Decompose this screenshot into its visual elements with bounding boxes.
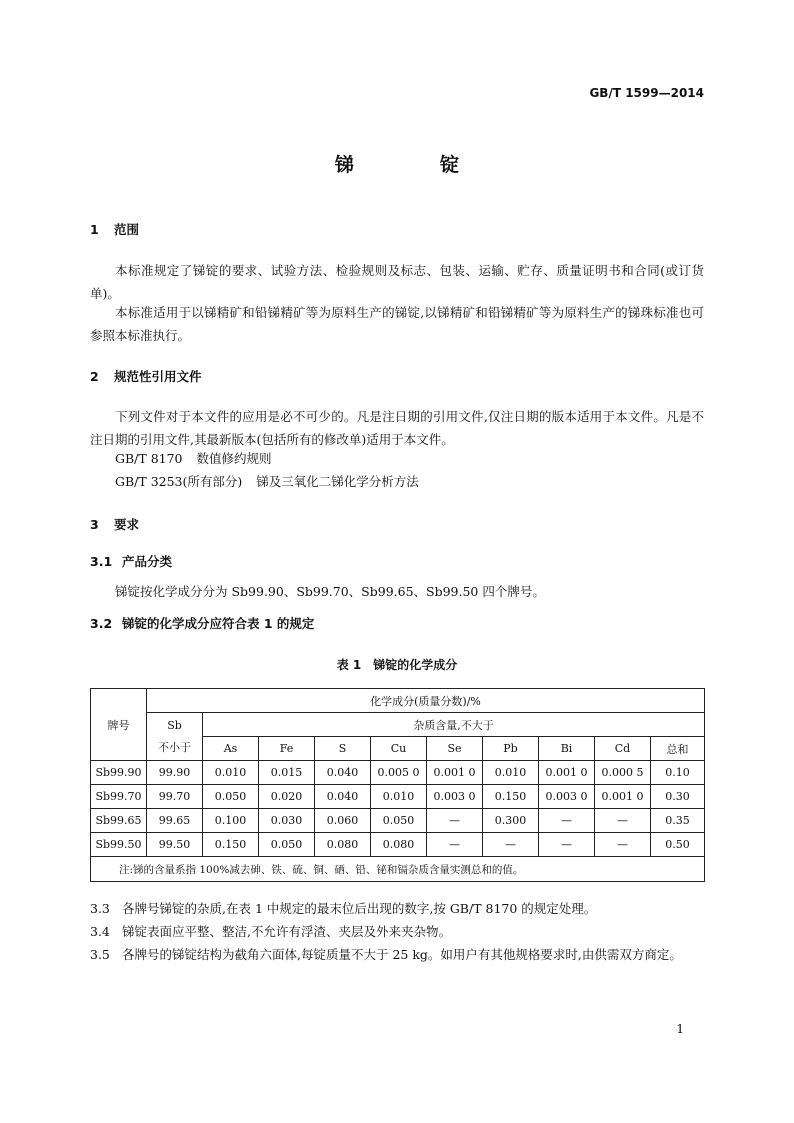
subsection-3-4 (90, 920, 704, 943)
subsection-3-1-title: 产品分类 (122, 554, 173, 569)
section-1-heading (90, 220, 139, 238)
subsection-3-2-title: 锑锭的化学成分应符合表 1 的规定 (122, 616, 315, 631)
page-number: 1 (676, 1022, 684, 1036)
column-header: Bi (539, 737, 595, 761)
impurity-cell: 0.005 0 (371, 761, 427, 785)
section-2-paragraph: 下列文件对于本文件的应用是必不可少的。凡是注日期的引用文件,仅注日期的版本适用于本文件。凡是不注日期的引用文件,其最新版本(包括所有的修改单)适用于本文件。 (90, 409, 704, 447)
impurity-cell: — (539, 809, 595, 833)
header-chemical-composition: 化学成分(质量分数)/% (147, 689, 705, 713)
impurity-cell: — (595, 833, 651, 857)
header-sb-symbol: Sb (167, 718, 182, 732)
column-header: Pb (483, 737, 539, 761)
sb-cell: 99.70 (147, 785, 203, 809)
section-2-title: 规范性引用文件 (114, 369, 202, 384)
section-3-number: 3 (90, 517, 99, 532)
impurity-cell: — (427, 833, 483, 857)
title-char-1: 锑 (334, 154, 354, 176)
document-title (0, 150, 794, 177)
impurity-cell: — (483, 833, 539, 857)
impurity-cell: 0.003 0 (539, 785, 595, 809)
impurity-cell: 0.30 (651, 785, 705, 809)
table-caption: 表 1 锑锭的化学成分 (336, 658, 458, 672)
section-3-title: 要求 (114, 517, 140, 532)
section-3-heading (90, 515, 139, 533)
subsection-3-1-number: 3.1 (90, 554, 113, 569)
impurity-cell: 0.040 (315, 761, 371, 785)
impurity-cell: — (427, 809, 483, 833)
impurity-cell: — (539, 833, 595, 857)
column-header: 总和 (651, 737, 705, 761)
impurity-cell: 0.080 (371, 833, 427, 857)
column-header: Cu (371, 737, 427, 761)
impurity-cell: 0.010 (371, 785, 427, 809)
column-header: Cd (595, 737, 651, 761)
impurity-cell: 0.000 5 (595, 761, 651, 785)
reference-name: 数值修约规则 (196, 451, 272, 466)
section-1-paragraph-1: 本标准规定了锑锭的要求、试验方法、检验规则及标志、包装、运输、贮存、质量证明书和合同(或订货单)。 (90, 263, 704, 301)
reference-code: GB/T 8170 (115, 451, 183, 466)
subsection-3-1-text: 锑锭按化学成分分为 Sb99.90、Sb99.70、Sb99.65、Sb99.50 四个牌号。 (115, 584, 545, 599)
impurity-cell: 0.10 (651, 761, 705, 785)
table-row (91, 761, 705, 785)
subsection-3-4-number: 3.4 (90, 924, 110, 939)
header-grade: 牌号 (91, 689, 147, 761)
subsection-3-3-number: 3.3 (90, 901, 110, 916)
impurity-cell: 0.50 (651, 833, 705, 857)
subsection-3-1-heading (90, 552, 172, 570)
impurity-cell: 0.010 (483, 761, 539, 785)
section-1-paragraph-2: 本标准适用于以锑精矿和铅锑精矿等为原料生产的锑锭,以锑精矿和铅锑精矿等为原料生产的锑珠标准也可参照本标准执行。 (90, 305, 704, 343)
normative-reference (115, 470, 419, 493)
subsection-3-4-text: 锑锭表面应平整、整洁,不允许有浮渣、夹层及外来夹杂物。 (122, 924, 451, 939)
header-sb-min: 不小于 (158, 740, 191, 754)
table-row (91, 785, 705, 809)
grade-cell: Sb99.50 (91, 833, 147, 857)
impurity-cell: 0.100 (203, 809, 259, 833)
sb-cell: 99.50 (147, 833, 203, 857)
impurity-cell: — (595, 809, 651, 833)
table-row (91, 809, 705, 833)
title-char-2: 锭 (440, 154, 460, 176)
table-row (91, 833, 705, 857)
subsection-3-2-number: 3.2 (90, 616, 113, 631)
subsection-3-3-text: 各牌号锑锭的杂质,在表 1 中规定的最末位后出现的数字,按 GB/T 8170 的规定处理。 (122, 901, 597, 916)
subsection-3-5 (90, 943, 704, 966)
impurity-cell: 0.050 (371, 809, 427, 833)
header-impurity: 杂质含量,不大于 (203, 713, 705, 737)
section-2-number: 2 (90, 369, 99, 384)
column-header: As (203, 737, 259, 761)
chemical-composition-table (90, 688, 705, 882)
column-header: Se (427, 737, 483, 761)
impurity-cell: 0.001 0 (595, 785, 651, 809)
grade-cell: Sb99.65 (91, 809, 147, 833)
subsection-3-2-heading (90, 614, 314, 632)
impurity-cell: 0.35 (651, 809, 705, 833)
header-sb (147, 713, 203, 761)
impurity-cell: 0.020 (259, 785, 315, 809)
impurity-cell: 0.050 (259, 833, 315, 857)
sb-cell: 99.65 (147, 809, 203, 833)
table-note: 注:锑的含量系指 100%减去砷、铁、硫、铜、硒、铅、铋和镉杂质含量实测总和的值。 (91, 857, 705, 882)
impurity-cell: 0.150 (203, 833, 259, 857)
impurity-cell: 0.015 (259, 761, 315, 785)
grade-cell: Sb99.70 (91, 785, 147, 809)
impurity-cell: 0.030 (259, 809, 315, 833)
normative-reference (115, 447, 272, 470)
reference-code: GB/T 3253(所有部分) (115, 474, 243, 489)
impurity-cell: 0.010 (203, 761, 259, 785)
impurity-cell: 0.300 (483, 809, 539, 833)
column-header: S (315, 737, 371, 761)
impurity-cell: 0.003 0 (427, 785, 483, 809)
sb-cell: 99.90 (147, 761, 203, 785)
section-1-number: 1 (90, 222, 99, 237)
impurity-cell: 0.001 0 (539, 761, 595, 785)
reference-name: 锑及三氧化二锑化学分析方法 (256, 474, 419, 489)
section-1-title: 范围 (114, 222, 140, 237)
impurity-cell: 0.050 (203, 785, 259, 809)
grade-cell: Sb99.90 (91, 761, 147, 785)
impurity-cell: 0.060 (315, 809, 371, 833)
subsection-3-5-text: 各牌号的锑锭结构为截角六面体,每锭质量不大于 25 kg。如用户有其他规格要求时,由供需双方商定。 (122, 947, 682, 962)
subsection-3-5-number: 3.5 (90, 947, 110, 962)
column-header: Fe (259, 737, 315, 761)
impurity-cell: 0.040 (315, 785, 371, 809)
standard-number: GB/T 1599—2014 (589, 86, 704, 100)
impurity-cell: 0.150 (483, 785, 539, 809)
impurity-cell: 0.080 (315, 833, 371, 857)
impurity-cell: 0.001 0 (427, 761, 483, 785)
subsection-3-3 (90, 897, 704, 920)
section-2-heading (90, 367, 202, 385)
